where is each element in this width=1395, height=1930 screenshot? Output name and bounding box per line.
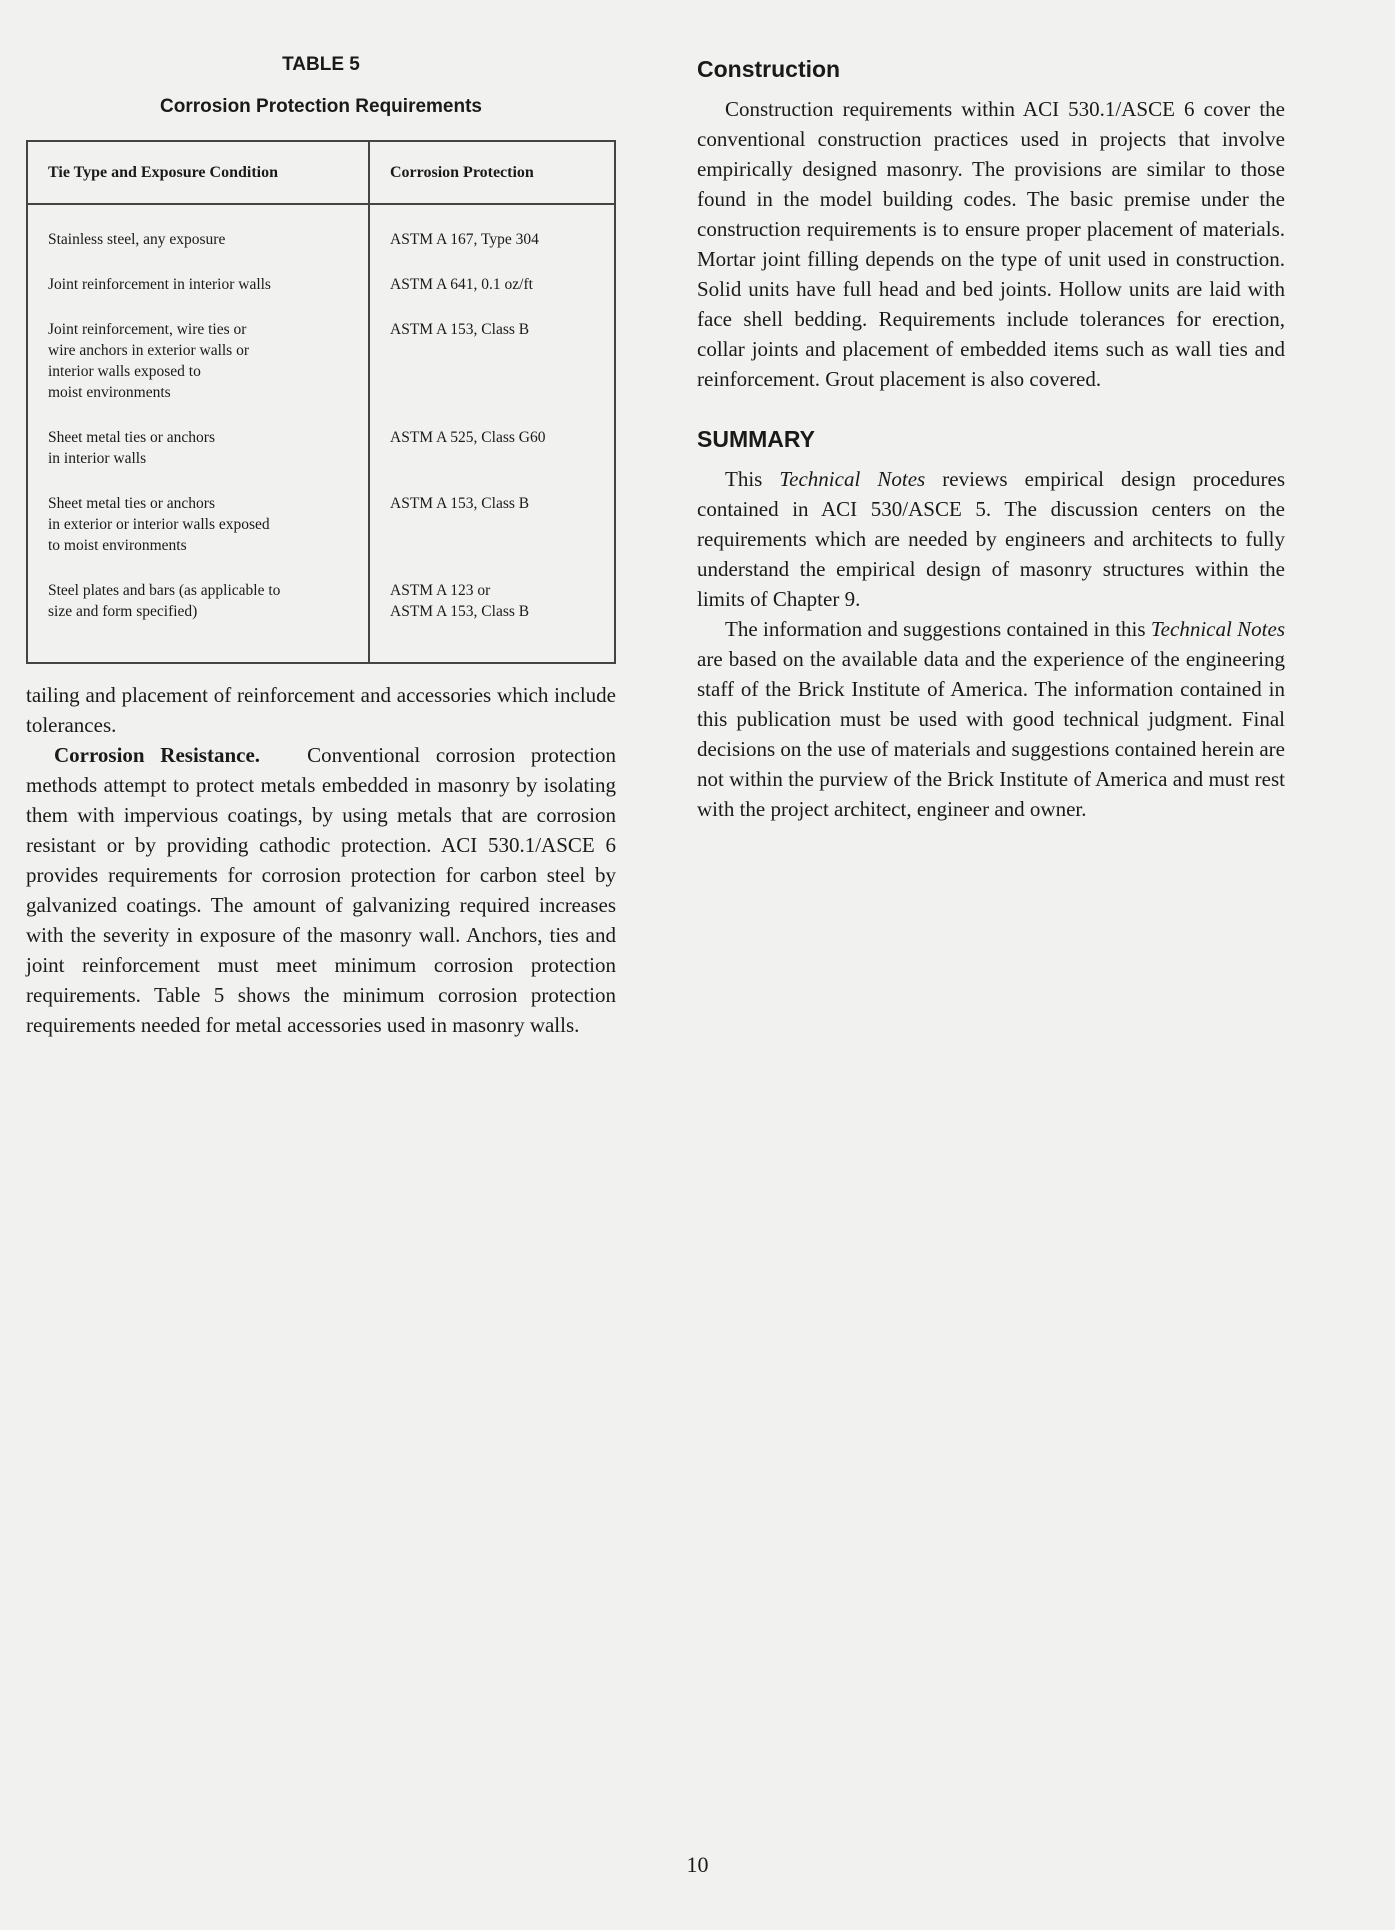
table-label: TABLE 5	[282, 54, 360, 75]
corrosion-resistance-paragraph	[26, 740, 616, 1040]
table-row	[27, 479, 615, 566]
condition-line: Joint reinforcement in interior walls	[48, 276, 271, 293]
protection-cell	[369, 305, 615, 413]
condition-cell	[27, 260, 369, 305]
summary-p2-text-b: are based on the available data and the experience of the engineering staff of the Brick Institute of America. The information contained in this publication must be used with good technical judgment. Final decisions on the use of materials and suggestions contained herein are not within the purview of the Brick Institute of America and must rest with the project architect, engineer and owner.	[697, 647, 1285, 821]
condition-cell	[27, 566, 369, 663]
construction-paragraph: Construction requirements within ACI 530.1/ASCE 6 cover the conventional construction practices used in projects that involve empirically designed masonry. The provisions are similar to those found in the model building codes. The basic premise under the construction requirements is to ensure proper placement of materials. Mortar joint filling depends on the type of unit used in construction. Solid units have full head and bed joints. Hollow units are laid with face shell bedding. Requirements include tolerances for erection, collar joints and placement of embedded items such as wall ties and reinforcement. Grout placement is also covered.	[697, 97, 1285, 391]
protection-line: ASTM A 153, Class B	[390, 603, 530, 620]
protection-cell	[369, 204, 615, 260]
corrosion-protection-table	[26, 140, 616, 664]
protection-line: ASTM A 167, Type 304	[390, 231, 539, 248]
condition-line: to moist environments	[48, 537, 187, 554]
condition-line: in interior walls	[48, 450, 147, 467]
protection-cell	[369, 479, 615, 566]
protection-line: ASTM A 123 or	[390, 582, 491, 599]
summary-p1-text-b: reviews empirical design procedures contained in ACI 530/ASCE 5. The discussion centers on the requirements which are needed by engineers and architects to fully understand the empirical design of masonry structures within the limits of Chapter 9.	[697, 467, 1285, 611]
table-row	[27, 204, 615, 260]
condition-line: in exterior or interior walls exposed	[48, 516, 270, 533]
summary-heading: SUMMARY	[697, 426, 815, 452]
table-row	[27, 305, 615, 413]
condition-line: Sheet metal ties or anchors	[48, 429, 216, 446]
summary-paragraph-1	[697, 464, 1285, 614]
table-header-row	[27, 141, 615, 204]
column-header-condition: Tie Type and Exposure Condition	[27, 141, 369, 204]
condition-line: moist environments	[48, 384, 171, 401]
continuation-paragraph: tailing and placement of reinforcement and accessories which include tolerances.	[26, 683, 616, 737]
protection-line: ASTM A 525, Class G60	[390, 429, 546, 446]
column-header-protection: Corrosion Protection	[369, 141, 615, 204]
condition-line: wire anchors in exterior walls or	[48, 342, 250, 359]
table-row	[27, 260, 615, 305]
right-column	[697, 48, 1285, 824]
condition-line: Joint reinforcement, wire ties or	[48, 321, 247, 338]
table-body	[27, 204, 615, 663]
protection-line: ASTM A 153, Class B	[390, 321, 530, 338]
protection-cell	[369, 566, 615, 663]
protection-line: ASTM A 153, Class B	[390, 495, 530, 512]
condition-line: size and form specified)	[48, 603, 198, 620]
construction-heading: Construction	[697, 56, 841, 82]
summary-p1-italic: Technical Notes	[779, 467, 926, 491]
protection-cell	[369, 413, 615, 479]
summary-p2-text-a: The information and suggestions contained in this	[725, 617, 1151, 641]
summary-p2-italic: Technical Notes	[1150, 617, 1285, 641]
protection-cell	[369, 260, 615, 305]
corrosion-resistance-text: Conventional corrosion protection methods attempt to protect metals embedded in masonry by isolating them with impervious coatings, by using metals that are corrosion resistant or by providing cathodic protection. ACI 530.1/ASCE 6 provides requirements for corrosion protection for carbon steel by galvanized coatings. The amount of galvanizing required increases with the severity in exposure of the masonry wall. Anchors, ties and joint reinforcement must meet minimum corrosion protection requirements. Table 5 shows the minimum corrosion protection requirements needed for metal accessories used in masonry walls.	[26, 743, 617, 1037]
condition-cell	[27, 204, 369, 260]
condition-cell	[27, 305, 369, 413]
table-row	[27, 413, 615, 479]
left-column	[26, 48, 616, 1040]
condition-line: Stainless steel, any exposure	[48, 231, 226, 248]
condition-line: interior walls exposed to	[48, 363, 201, 380]
condition-line: Steel plates and bars (as applicable to	[48, 582, 281, 599]
page-number: 10	[686, 1852, 709, 1877]
condition-line: Sheet metal ties or anchors	[48, 495, 216, 512]
corrosion-resistance-heading: Corrosion Resistance.	[54, 743, 261, 767]
summary-paragraph-2	[697, 614, 1285, 824]
condition-cell	[27, 479, 369, 566]
summary-p1-text-a: This	[725, 467, 780, 491]
condition-cell	[27, 413, 369, 479]
table-title: Corrosion Protection Requirements	[160, 96, 482, 117]
protection-line: ASTM A 641, 0.1 oz/ft	[390, 276, 533, 293]
table-row	[27, 566, 615, 663]
